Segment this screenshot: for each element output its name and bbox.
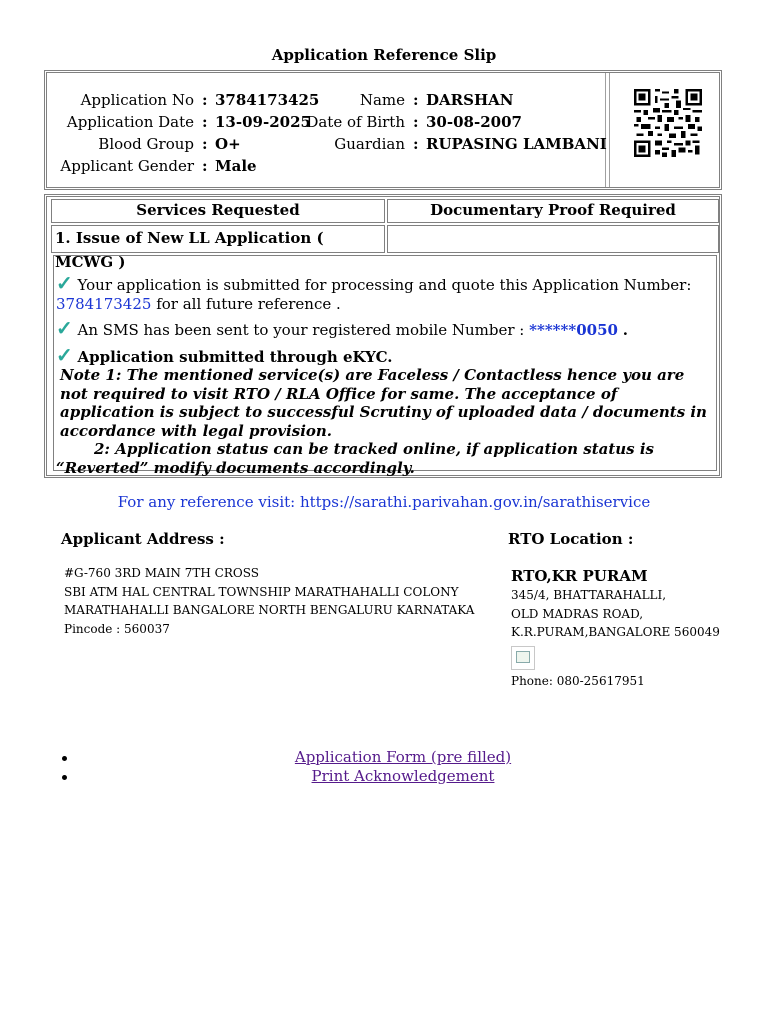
services-requested-header: Services Requested xyxy=(51,199,385,223)
notice-sms-suffix: . xyxy=(622,321,628,339)
guardian-label: Guardian xyxy=(334,135,405,153)
notice-ekyc-text: Application submitted through eKYC. xyxy=(77,347,393,366)
application-number-highlight: 3784173425 xyxy=(56,294,152,313)
application-no-label: Application No xyxy=(80,91,194,109)
address-line-2: SBI ATM HAL CENTRAL TOWNSHIP MARATHAHALLI COLONY xyxy=(64,584,459,599)
info-row-4 xyxy=(47,155,605,177)
applicant-address xyxy=(64,564,494,638)
documentary-proof-header: Documentary Proof Required xyxy=(387,199,719,223)
rto-name: RTO,KR PURAM xyxy=(511,567,648,585)
applicant-details xyxy=(47,73,606,187)
rto-line-2: OLD MADRAS ROAD, xyxy=(511,606,644,621)
note-2: 2: Application status can be tracked online, if application status is “Reverted” modify documents accordingly. xyxy=(56,440,654,477)
list-item xyxy=(0,748,768,767)
application-date-label: Application Date xyxy=(66,113,194,131)
notice-submitted xyxy=(56,271,714,313)
application-date-value: 13-09-2025 xyxy=(215,113,311,131)
broken-image-icon[interactable] xyxy=(511,646,535,670)
guardian-value: RUPASING LAMBANI xyxy=(426,135,607,153)
rto-location xyxy=(511,566,751,690)
application-form-link[interactable]: Application Form (pre filled) xyxy=(294,748,512,766)
rto-location-heading: RTO Location : xyxy=(508,530,634,548)
info-row-2 xyxy=(47,111,605,133)
notice-ekyc xyxy=(56,342,714,367)
colon: : xyxy=(413,135,419,153)
note-1: Note 1: The mentioned service(s) are Faceless / Contactless hence you are not required to visit RTO / RLA Office for same. The acceptance of application is subject to successful Scrutiny of uploaded data / documents in accordance with legal provision. xyxy=(60,366,707,440)
rto-line-1: 345/4, BHATTARAHALLI, xyxy=(511,588,667,602)
check-icon: ✓ xyxy=(56,271,73,295)
service-item: 1. Issue of New LL Application ( MCWG ) xyxy=(51,225,385,253)
rto-line-3: K.R.PURAM,BANGALORE 560049 xyxy=(511,625,720,639)
services-box xyxy=(44,194,722,478)
applicant-info-box xyxy=(44,70,722,190)
check-icon: ✓ xyxy=(56,316,73,340)
colon: : xyxy=(413,91,419,109)
colon: : xyxy=(202,91,208,109)
colon: : xyxy=(202,157,208,175)
name-label: Name xyxy=(359,91,405,109)
notice-submitted-suffix: for all future reference . xyxy=(156,294,341,313)
dob-value: 30-08-2007 xyxy=(426,113,522,131)
blood-group-label: Blood Group xyxy=(98,135,194,153)
gender-label: Applicant Gender xyxy=(60,157,194,175)
list-item xyxy=(0,767,768,786)
check-icon: ✓ xyxy=(56,342,73,367)
name-value: DARSHAN xyxy=(426,91,514,109)
gender-value: Male xyxy=(215,157,257,175)
qr-cell xyxy=(609,73,722,187)
info-row-3 xyxy=(47,133,605,155)
print-acknowledgement-link[interactable]: Print Acknowledgement xyxy=(311,767,495,785)
notice-submitted-text: Your application is submitted for processing and quote this Application Number: xyxy=(77,276,692,294)
notes-panel xyxy=(53,255,717,477)
action-links xyxy=(0,748,768,786)
address-line-3: MARATHAHALLI BANGALORE NORTH BENGALURU KARNATAKA xyxy=(64,603,475,617)
application-no-value: 3784173425 xyxy=(215,91,320,109)
info-row-1 xyxy=(47,89,605,111)
rto-phone: Phone: 080-25617951 xyxy=(511,673,645,688)
blood-group-value: O+ xyxy=(215,135,241,153)
reference-link[interactable]: For any reference visit: https://sarathi.parivahan.gov.in/sarathiservice xyxy=(117,493,651,511)
address-line-1: #G-760 3RD MAIN 7TH CROSS xyxy=(64,566,259,580)
notice-sms xyxy=(56,316,714,340)
mobile-number: ******0050 xyxy=(529,321,618,339)
notice-sms-text: An SMS has been sent to your registered mobile Number : xyxy=(77,321,525,339)
page-title: Application Reference Slip xyxy=(271,46,497,64)
pincode: Pincode : 560037 xyxy=(64,621,170,636)
applicant-address-heading: Applicant Address : xyxy=(61,530,225,548)
colon: : xyxy=(202,113,208,131)
qr-code-icon xyxy=(634,89,702,157)
colon: : xyxy=(202,135,208,153)
service-proof-cell xyxy=(387,225,719,253)
dob-label: Date of Birth xyxy=(306,113,405,131)
colon: : xyxy=(413,113,419,131)
